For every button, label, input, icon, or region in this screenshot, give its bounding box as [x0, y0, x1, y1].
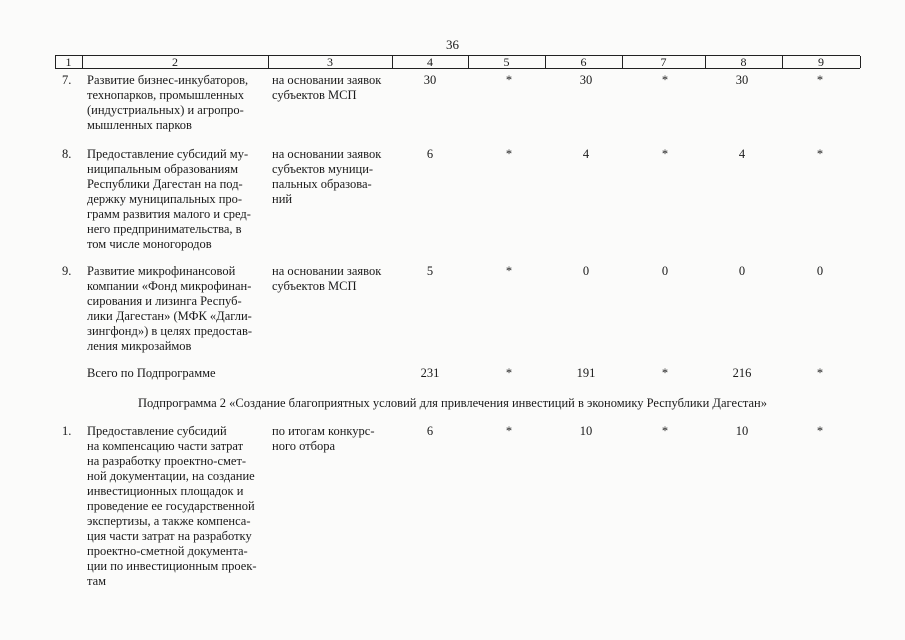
row-description: Предоставление субсидий му- ниципальным образованиям Республики Дагестан на под- держку муниципальных про- грамм развития малого и сред- него предпринимательства, в том числе моногородов: [87, 147, 251, 251]
row-value: 0: [582, 264, 590, 278]
page-number: 36: [446, 37, 459, 52]
row-value: 0: [738, 264, 746, 278]
row-value: 6: [426, 147, 434, 161]
row-basis: по итогам конкурс- ного отбора: [272, 424, 375, 453]
row-value: 10: [735, 424, 749, 438]
header-cell: 4: [427, 55, 433, 69]
row-value: 5: [426, 264, 434, 278]
total-value: 231: [420, 366, 440, 380]
row-number: 8.: [62, 147, 72, 161]
header-cell: 8: [740, 55, 747, 69]
row-description: Развитие микрофинансовой компании «Фонд микрофинан- сирования и лизинга Респуб- лики Дагестан» (МФК «Дагли- зингфонд») в целях предостав- ления микрозаймов: [87, 264, 253, 353]
row-basis: на основании заявок субъектов МСП: [272, 264, 382, 293]
row-basis: на основании заявок субъектов МСП: [272, 73, 382, 102]
row-value: *: [505, 147, 513, 161]
total-value: 191: [576, 366, 596, 380]
row-value: *: [661, 73, 669, 87]
row-value: 4: [582, 147, 590, 161]
header-cell: 6: [580, 55, 587, 69]
row-value: *: [816, 424, 824, 438]
row-value: *: [505, 73, 513, 87]
row-value: 30: [579, 73, 593, 87]
row-value: *: [816, 73, 824, 87]
header-cell: 3: [327, 55, 333, 69]
row-value: *: [505, 424, 513, 438]
row-value: *: [661, 424, 669, 438]
row-description: Развитие бизнес-инкубаторов, технопарков, промышленных (индустриальных) и агропро- мышленных парков: [87, 73, 249, 132]
row-description: Предоставление субсидий на компенсацию части затрат на разработку проектно-смет- ной документации, на создание инвестиционных площадок и проведение ее государственной экспертизы, а также компенса- ция части затрат на разработку проектно-сметной документа- ции по инвестиционным проек- там: [87, 424, 257, 588]
row-number: 7.: [62, 73, 72, 87]
row-value: *: [816, 147, 824, 161]
subprogram-title: Подпрограмма 2 «Создание благоприятных условий для привлечения инвестиций в экономику Республики Дагестан»: [138, 396, 767, 410]
row-basis: на основании заявок субъектов муници- пальных образова- ний: [272, 147, 382, 206]
total-value: *: [661, 366, 669, 380]
header-cell: 7: [660, 55, 667, 69]
header-cell: 9: [818, 55, 824, 69]
row-value: 30: [423, 73, 437, 87]
total-label: Всего по Подпрограмме: [87, 366, 216, 380]
total-value: *: [816, 366, 824, 380]
row-value: 30: [735, 73, 749, 87]
row-number: 9.: [62, 264, 72, 278]
row-value: 0: [816, 264, 824, 278]
total-value: 216: [732, 366, 752, 380]
row-value: 4: [738, 147, 746, 161]
row-value: 6: [426, 424, 434, 438]
row-number: 1.: [62, 424, 72, 438]
header-divider: [860, 56, 861, 68]
header-cell: 1: [65, 55, 72, 69]
header-cell: 2: [172, 55, 178, 69]
total-value: *: [505, 366, 513, 380]
row-value: *: [505, 264, 513, 278]
row-value: *: [661, 147, 669, 161]
header-cell: 5: [503, 55, 510, 69]
row-value: 0: [661, 264, 669, 278]
row-value: 10: [579, 424, 593, 438]
